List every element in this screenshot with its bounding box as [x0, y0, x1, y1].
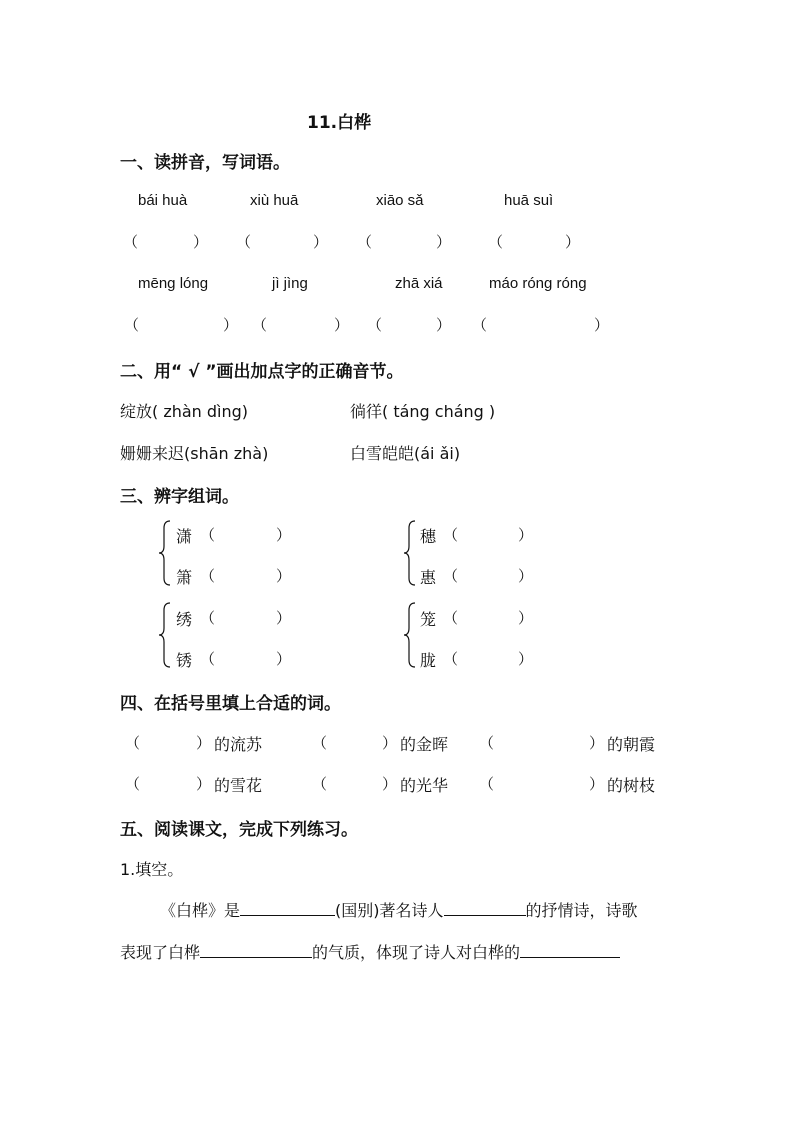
char: 绣	[176, 610, 193, 629]
char: 惠	[420, 568, 437, 587]
answer-paren-open: （	[479, 775, 495, 793]
answer-paren-open: （	[124, 316, 140, 334]
section-1-heading: 一、读拼音，写词语。	[120, 153, 290, 173]
answer-paren-close: ）	[589, 775, 605, 793]
phrase: 的朝霞	[607, 735, 656, 754]
answer-paren-open: （	[443, 609, 459, 627]
section-5-heading: 五、阅读课文，完成下列练习。	[120, 820, 358, 840]
answer-paren-close: ）	[223, 316, 239, 334]
answer-paren-close: ）	[313, 233, 329, 251]
answer-blank[interactable]	[520, 941, 620, 958]
answer-paren-open: （	[443, 567, 459, 585]
answer-paren-open: （	[367, 316, 383, 334]
pinyin-2: xiù huā	[250, 192, 299, 209]
answer-paren-close: ）	[518, 609, 534, 627]
fill-line-2	[120, 940, 620, 963]
answer-paren-close: ）	[436, 233, 452, 251]
pinyin-4: huā suì	[504, 192, 554, 209]
answer-paren-close: ）	[518, 650, 534, 668]
answer-paren-open: （	[200, 526, 216, 544]
fill-text: 的抒情诗，诗歌	[525, 901, 638, 920]
pinyin-3: xiāo sǎ	[376, 192, 424, 209]
fill-text: 《白桦》是	[160, 901, 241, 920]
phrase: 的流苏	[214, 735, 263, 754]
char: 潇	[176, 527, 193, 546]
answer-paren-close: ）	[276, 609, 292, 627]
pronunciation-item: 徜徉( táng cháng )	[350, 402, 496, 421]
section-3-heading: 三、辨字组词。	[120, 487, 239, 507]
answer-paren-close: ）	[436, 316, 452, 334]
fill-text: 表现了白桦	[120, 943, 201, 962]
question-1-label: 1.填空。	[120, 860, 184, 879]
answer-blank[interactable]	[200, 941, 312, 958]
pinyin-6: jì jìng	[272, 275, 308, 292]
phrase: 的金晖	[400, 735, 449, 754]
answer-paren-close: ）	[276, 650, 292, 668]
pinyin-5: mēng lóng	[138, 275, 209, 292]
answer-paren-close: ）	[589, 734, 605, 752]
answer-paren-open: （	[123, 233, 139, 251]
section-2-heading: 二、用“ √ ”画出加点字的正确音节。	[120, 362, 404, 382]
brace-icon	[158, 602, 172, 668]
answer-paren-close: ）	[518, 567, 534, 585]
brace-icon	[158, 520, 172, 586]
answer-paren-open: （	[312, 775, 328, 793]
pinyin-7: zhā xiá	[395, 275, 443, 292]
fill-text: 的气质，体现了诗人对白桦的	[312, 943, 521, 962]
answer-paren-open: （	[357, 233, 373, 251]
char: 穗	[420, 527, 437, 546]
brace-icon	[403, 602, 417, 668]
answer-paren-close: ）	[276, 526, 292, 544]
answer-paren-open: （	[479, 734, 495, 752]
answer-paren-open: （	[125, 775, 141, 793]
answer-paren-open: （	[312, 734, 328, 752]
answer-paren-close: ）	[382, 734, 398, 752]
answer-paren-close: ）	[382, 775, 398, 793]
answer-paren-close: ）	[334, 316, 350, 334]
answer-blank[interactable]	[240, 899, 335, 916]
answer-paren-open: （	[443, 526, 459, 544]
char: 笼	[420, 610, 437, 629]
answer-paren-open: （	[443, 650, 459, 668]
answer-paren-close: ）	[276, 567, 292, 585]
answer-paren-open: （	[200, 650, 216, 668]
answer-paren-open: （	[200, 567, 216, 585]
pronunciation-item: 姗姗来迟(shān zhà)	[120, 444, 269, 463]
char: 锈	[176, 651, 193, 670]
answer-paren-open: （	[236, 233, 252, 251]
page-title: 11.白桦	[307, 113, 372, 133]
answer-paren-open: （	[488, 233, 504, 251]
pinyin-1: bái huà	[138, 192, 188, 209]
phrase: 的雪花	[214, 776, 263, 795]
pronunciation-item: 绽放( zhàn dìng)	[120, 402, 249, 421]
answer-paren-close: ）	[565, 233, 581, 251]
char: 胧	[420, 651, 437, 670]
answer-paren-open: （	[472, 316, 488, 334]
pronunciation-item: 白雪皑皑(ái ǎi)	[350, 444, 461, 463]
answer-paren-open: （	[200, 609, 216, 627]
answer-blank[interactable]	[444, 899, 526, 916]
answer-paren-close: ）	[196, 734, 212, 752]
char: 箫	[176, 568, 193, 587]
fill-text: (国别)著名诗人	[335, 901, 444, 920]
section-4-heading: 四、在括号里填上合适的词。	[120, 694, 341, 714]
answer-paren-close: ）	[518, 526, 534, 544]
answer-paren-close: ）	[594, 316, 610, 334]
answer-paren-close: ）	[196, 775, 212, 793]
answer-paren-open: （	[252, 316, 268, 334]
answer-paren-open: （	[125, 734, 141, 752]
brace-icon	[403, 520, 417, 586]
phrase: 的树枝	[607, 776, 656, 795]
answer-paren-close: ）	[193, 233, 209, 251]
fill-line-1	[160, 898, 638, 921]
phrase: 的光华	[400, 776, 449, 795]
pinyin-8: máo róng róng	[489, 275, 587, 292]
